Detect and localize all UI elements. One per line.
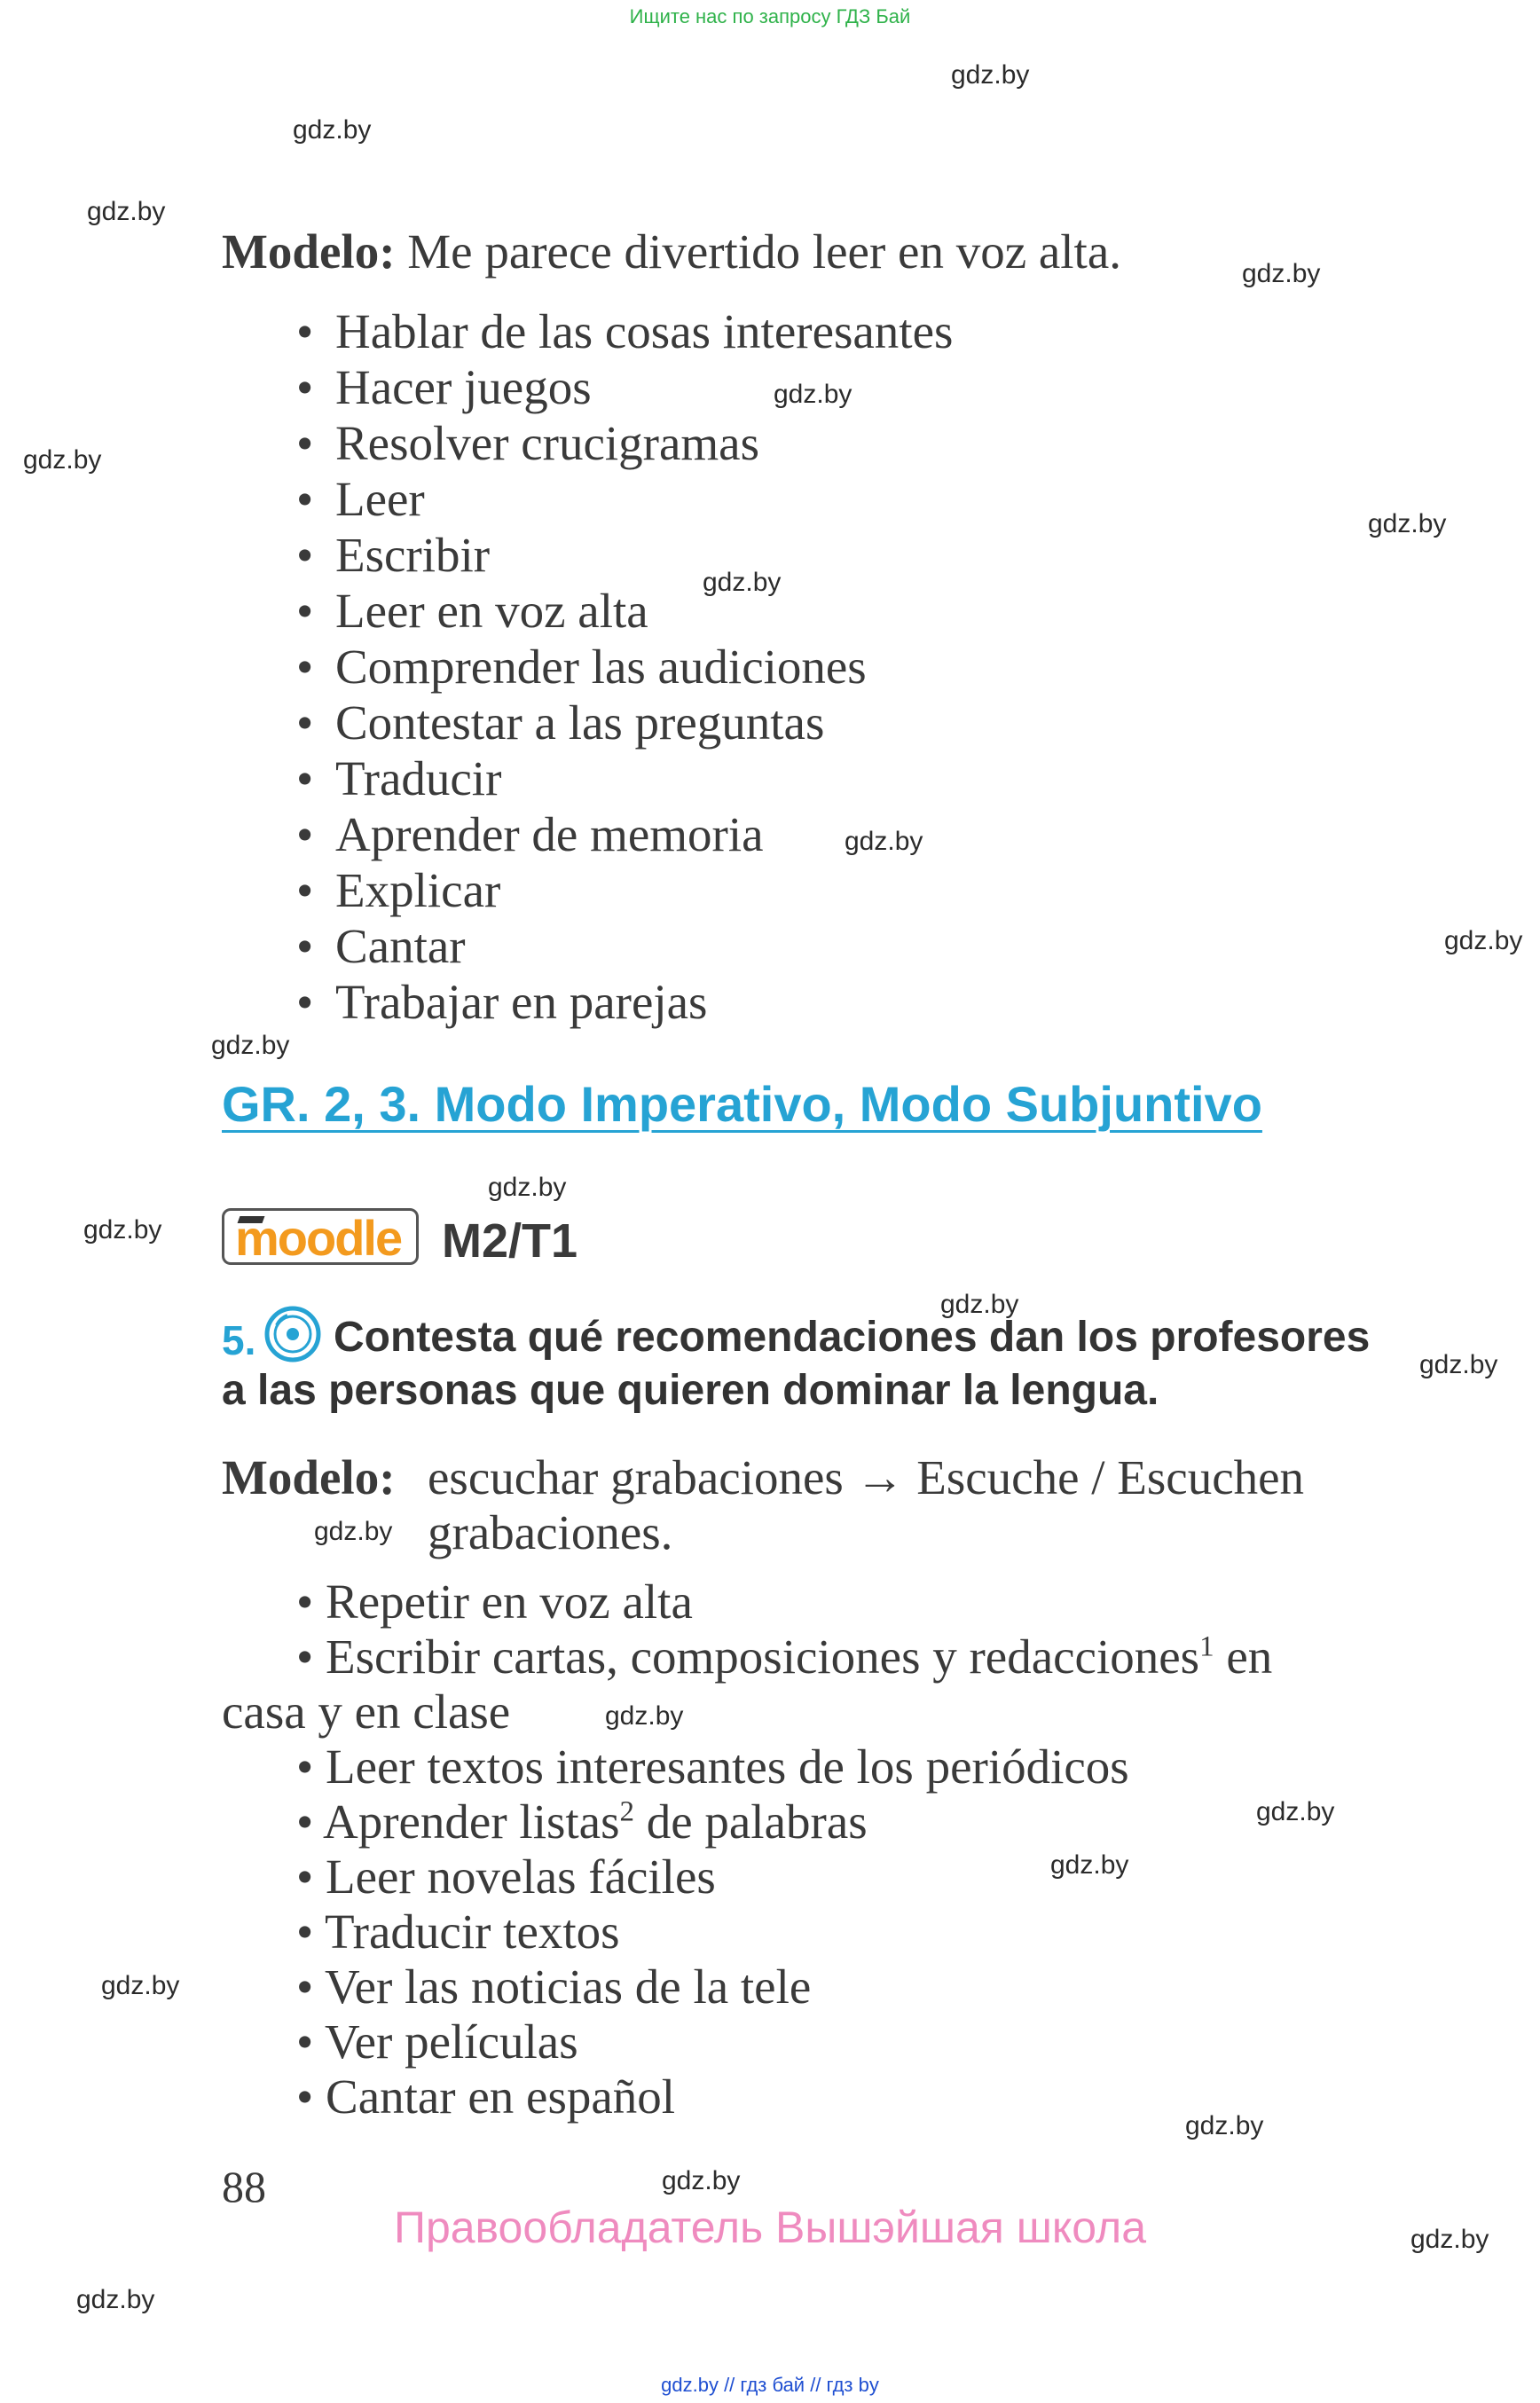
list-item-text: Leer xyxy=(335,472,425,526)
list-item: • Leer textos interesantes de los periódicos xyxy=(296,1739,1129,1794)
exercise-instruction-line2: a las personas que quieren dominar la lengua. xyxy=(222,1367,1159,1414)
audio-cd-icon[interactable] xyxy=(264,1306,321,1362)
footnote-mark: 2 xyxy=(619,1795,634,1828)
list-item-text: Escribir cartas, composiciones y redacciones xyxy=(326,1629,1200,1684)
list-item: • Traducir textos xyxy=(296,1904,620,1959)
list-item-text: Ver las noticias de la tele xyxy=(325,1959,812,2014)
list-item xyxy=(296,583,953,639)
watermark: gdz.by xyxy=(101,1971,180,2000)
list-item-text: Hacer juegos xyxy=(335,360,592,414)
list-item xyxy=(296,359,953,415)
grammar-heading-link[interactable]: GR. 2, 3. Modo Imperativo, Modo Subjuntivo xyxy=(222,1076,1262,1132)
list-item-text: Cantar xyxy=(335,919,466,973)
list-item-text: Leer novelas fáciles xyxy=(326,1849,716,1904)
bullet: • xyxy=(296,695,314,750)
list-item-text: en xyxy=(1214,1629,1273,1684)
list-item xyxy=(296,639,953,695)
list-item-text: Aprender de memoria xyxy=(335,807,764,861)
list-item-text: de palabras xyxy=(633,1794,868,1849)
list-item-text: Explicar xyxy=(335,863,501,917)
list-item-text: Resolver crucigramas xyxy=(335,416,760,470)
list-item-text: Ver películas xyxy=(325,2014,578,2069)
watermark: gdz.by xyxy=(703,568,782,597)
modelo-example-line2: grabaciones. xyxy=(428,1505,673,1559)
watermark: gdz.by xyxy=(1410,2225,1489,2254)
watermark: gdz.by xyxy=(951,60,1030,90)
watermark: gdz.by xyxy=(1185,2111,1264,2140)
bullet: • xyxy=(296,863,314,917)
watermark: gdz.by xyxy=(76,2285,155,2314)
list-item xyxy=(296,806,953,862)
bullet: • xyxy=(296,304,314,358)
watermark: gdz.by xyxy=(488,1173,567,1202)
watermark: gdz.by xyxy=(1256,1797,1335,1826)
list-item xyxy=(296,918,953,974)
list-item-text: Comprender las audiciones xyxy=(335,640,867,694)
list-item xyxy=(296,527,953,583)
watermark: gdz.by xyxy=(1419,1350,1498,1379)
watermark: gdz.by xyxy=(662,2166,741,2195)
list-item xyxy=(296,471,953,527)
list-item: • Escribir cartas, composiciones y redacciones$^1$ en xyxy=(296,1629,1273,1684)
list-item: • Ver películas xyxy=(296,2014,578,2069)
moodle-logo-text: moodle xyxy=(235,1210,402,1265)
list-item xyxy=(296,695,953,750)
modelo-label: Modelo: xyxy=(222,224,396,279)
bullet: • xyxy=(296,751,314,805)
bullet: • xyxy=(296,640,314,694)
moodle-code: M2/T1 xyxy=(442,1214,578,1268)
list-item xyxy=(296,303,954,359)
watermark: gdz.by xyxy=(87,197,166,226)
moodle-logo[interactable] xyxy=(222,1208,419,1265)
list-item: • Ver las noticias de la tele xyxy=(296,1959,812,2014)
bullet: • xyxy=(296,416,314,470)
list-item xyxy=(296,415,953,471)
modelo-line-2 xyxy=(222,1449,396,1505)
list-item-text: Leer textos interesantes de los periódicos xyxy=(326,1739,1129,1794)
bullet: • xyxy=(296,360,314,414)
top-banner: Ищите нас по запросу ГДЗ Бай xyxy=(629,5,911,27)
footnote-mark: 1 xyxy=(1199,1630,1214,1663)
modelo-text: Me parece divertido leer en voz alta. xyxy=(407,224,1121,279)
list-item xyxy=(296,974,953,1030)
bullet: • xyxy=(296,807,314,861)
list-item-text: Hablar de las cosas interesantes xyxy=(335,304,954,358)
exercise-instruction-line1: Contesta qué recomendaciones dan los profesores xyxy=(334,1314,1371,1361)
list-item: • Cantar en español xyxy=(296,2069,676,2124)
list-item: • Aprender listas$^2$ de palabras xyxy=(296,1794,868,1849)
bullet: • xyxy=(296,472,314,526)
watermark: gdz.by xyxy=(211,1031,290,1060)
footer-links[interactable]: gdz.by // гдз бай // гдз by xyxy=(661,2374,879,2396)
watermark: gdz.by xyxy=(940,1290,1019,1319)
list-item: • Leer novelas fáciles xyxy=(296,1849,716,1904)
watermark: gdz.by xyxy=(23,445,102,475)
list-item xyxy=(296,862,953,918)
watermark: gdz.by xyxy=(845,827,923,856)
bullet: • xyxy=(296,975,314,1029)
bullet: • xyxy=(296,528,314,582)
modelo-label: Modelo: xyxy=(222,1450,396,1504)
list-item-text: Repetir en voz alta xyxy=(326,1575,693,1629)
bullet: • xyxy=(296,919,314,973)
watermark: gdz.by xyxy=(293,115,372,145)
list-item-continuation: casa y en clase xyxy=(222,1684,511,1739)
list-item: • Repetir en voz alta xyxy=(296,1575,693,1629)
list-item-text: Leer en voz alta xyxy=(335,584,648,638)
copyright-notice: Правообладатель Вышэйшая школа xyxy=(394,2203,1146,2252)
bullet: • xyxy=(296,584,314,638)
list-item-text: Escribir xyxy=(335,528,491,582)
modelo-example-line1: escuchar grabaciones → Escuche / Escuchen xyxy=(428,1450,1305,1504)
activities-list xyxy=(296,303,954,1030)
watermark: gdz.by xyxy=(774,380,852,409)
list-item-text: Contestar a las preguntas xyxy=(335,695,825,750)
watermark: gdz.by xyxy=(1050,1850,1129,1880)
list-item-text: Trabajar en parejas xyxy=(335,975,708,1029)
modelo-line-1 xyxy=(222,224,1121,279)
list-item-text: Cantar en español xyxy=(326,2069,676,2124)
list-item xyxy=(296,750,953,806)
exercise-number: 5. xyxy=(222,1317,256,1363)
watermark: gdz.by xyxy=(1444,926,1523,955)
list-item-text: Traducir textos xyxy=(325,1904,620,1959)
watermark: gdz.by xyxy=(605,1701,684,1731)
watermark: gdz.by xyxy=(1368,509,1447,538)
watermark: gdz.by xyxy=(1242,259,1321,288)
page-number: 88 xyxy=(222,2162,266,2211)
watermark: gdz.by xyxy=(314,1517,393,1546)
list-item-text: Aprender listas xyxy=(322,1794,620,1849)
list-item-text: Traducir xyxy=(335,751,502,805)
watermark: gdz.by xyxy=(83,1215,162,1245)
